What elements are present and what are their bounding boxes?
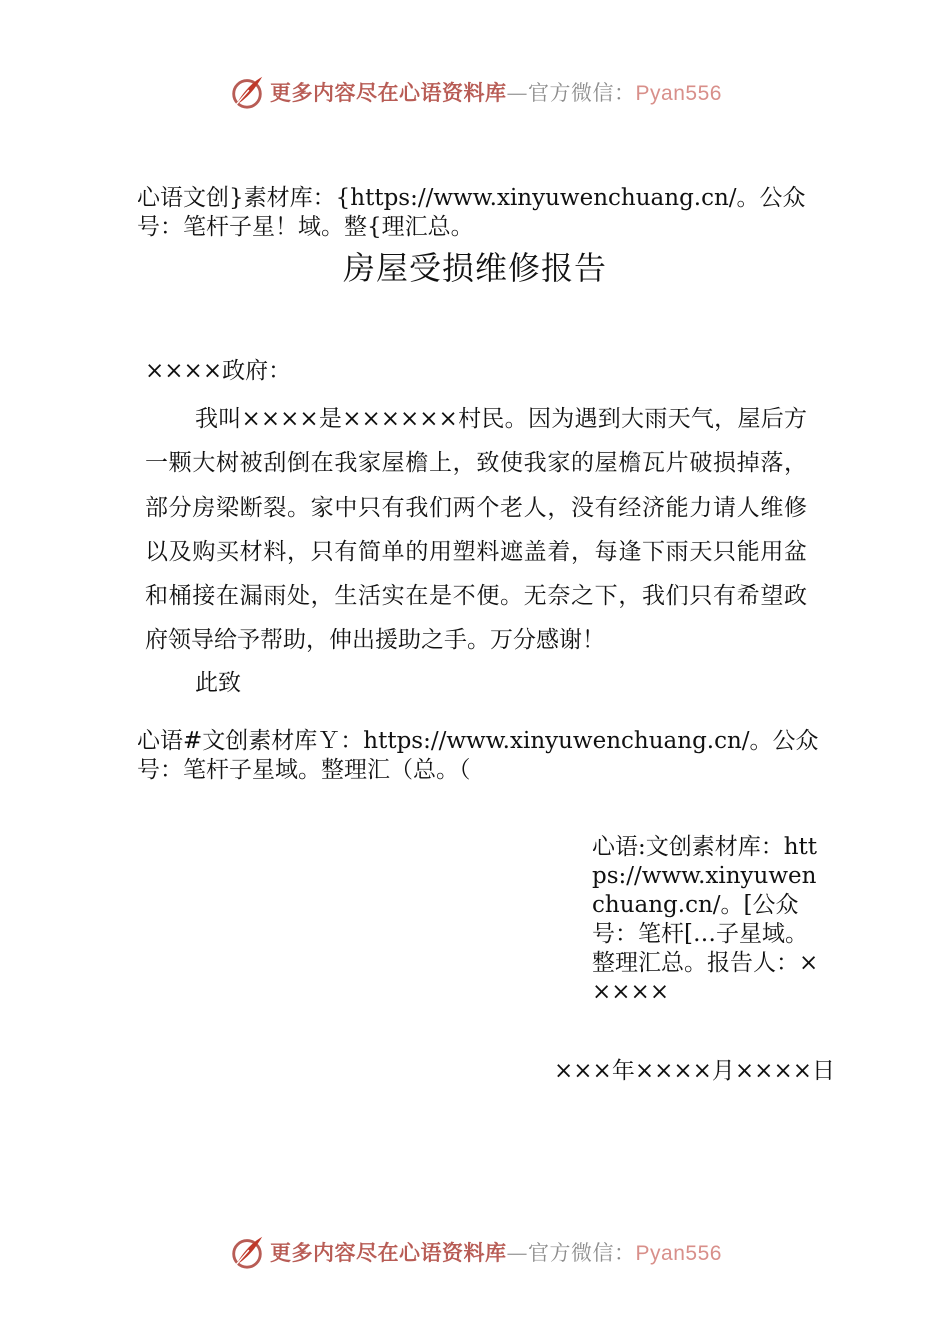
feather-quill-icon bbox=[228, 1233, 266, 1271]
banner-main-text: 更多内容尽在心语资料库 bbox=[270, 1240, 507, 1265]
banner-separator: — bbox=[506, 1241, 529, 1265]
banner-main-text: 更多内容尽在心语资料库 bbox=[270, 80, 507, 105]
footer-banner bbox=[0, 1230, 950, 1274]
banner-text bbox=[270, 77, 722, 107]
signature-block: 心语:文创素材库：https://www.xinyuwenchuang.cn/。[公众号：笔杆[…子星域。整理汇总。报告人：××××× bbox=[592, 834, 819, 1005]
watermark-text-middle: 心语#文创素材库Ｙ：https://www.xinyuwenchuang.cn/。公众号：笔杆子星域。整理汇（总。（ bbox=[137, 728, 819, 783]
document-title: 房屋受损维修报告 bbox=[342, 249, 607, 287]
banner-contact-id: Pyan556 bbox=[635, 1242, 722, 1265]
report-date: ×××年××××月××××日 bbox=[554, 1058, 835, 1084]
banner-text bbox=[270, 1237, 722, 1267]
salutation: ××××政府： bbox=[145, 358, 292, 384]
header-banner bbox=[0, 70, 950, 114]
feather-quill-icon bbox=[228, 73, 266, 111]
closing-phrase: 此致 bbox=[195, 670, 241, 696]
body-paragraph: 我叫××××是××××××村民。因为遇到大雨天气，屋后方一颗大树被刮倒在我家屋檐上，致使我家的屋檐瓦片破损掉落，部分房梁断裂。家中只有我们两个老人，没有经济能力请人维修以及购买材料，只有简单的用塑料遮盖着，每逢下雨天只能用盆和桶接在漏雨处，生活实在是不便。无奈之下，我们只有希望政府领导给予帮助，伸出援助之手。万分感谢！ bbox=[145, 406, 807, 654]
watermark-text-top: 心语文创}素材库：{https://www.xinyuwenchuang.cn/。公众号：笔杆子星！域。整{理汇总。 bbox=[137, 185, 806, 240]
banner-contact-label: 官方微信： bbox=[528, 81, 636, 105]
banner-contact-id: Pyan556 bbox=[635, 82, 722, 105]
banner-separator: — bbox=[506, 81, 529, 105]
banner-contact-label: 官方微信： bbox=[528, 1241, 636, 1265]
